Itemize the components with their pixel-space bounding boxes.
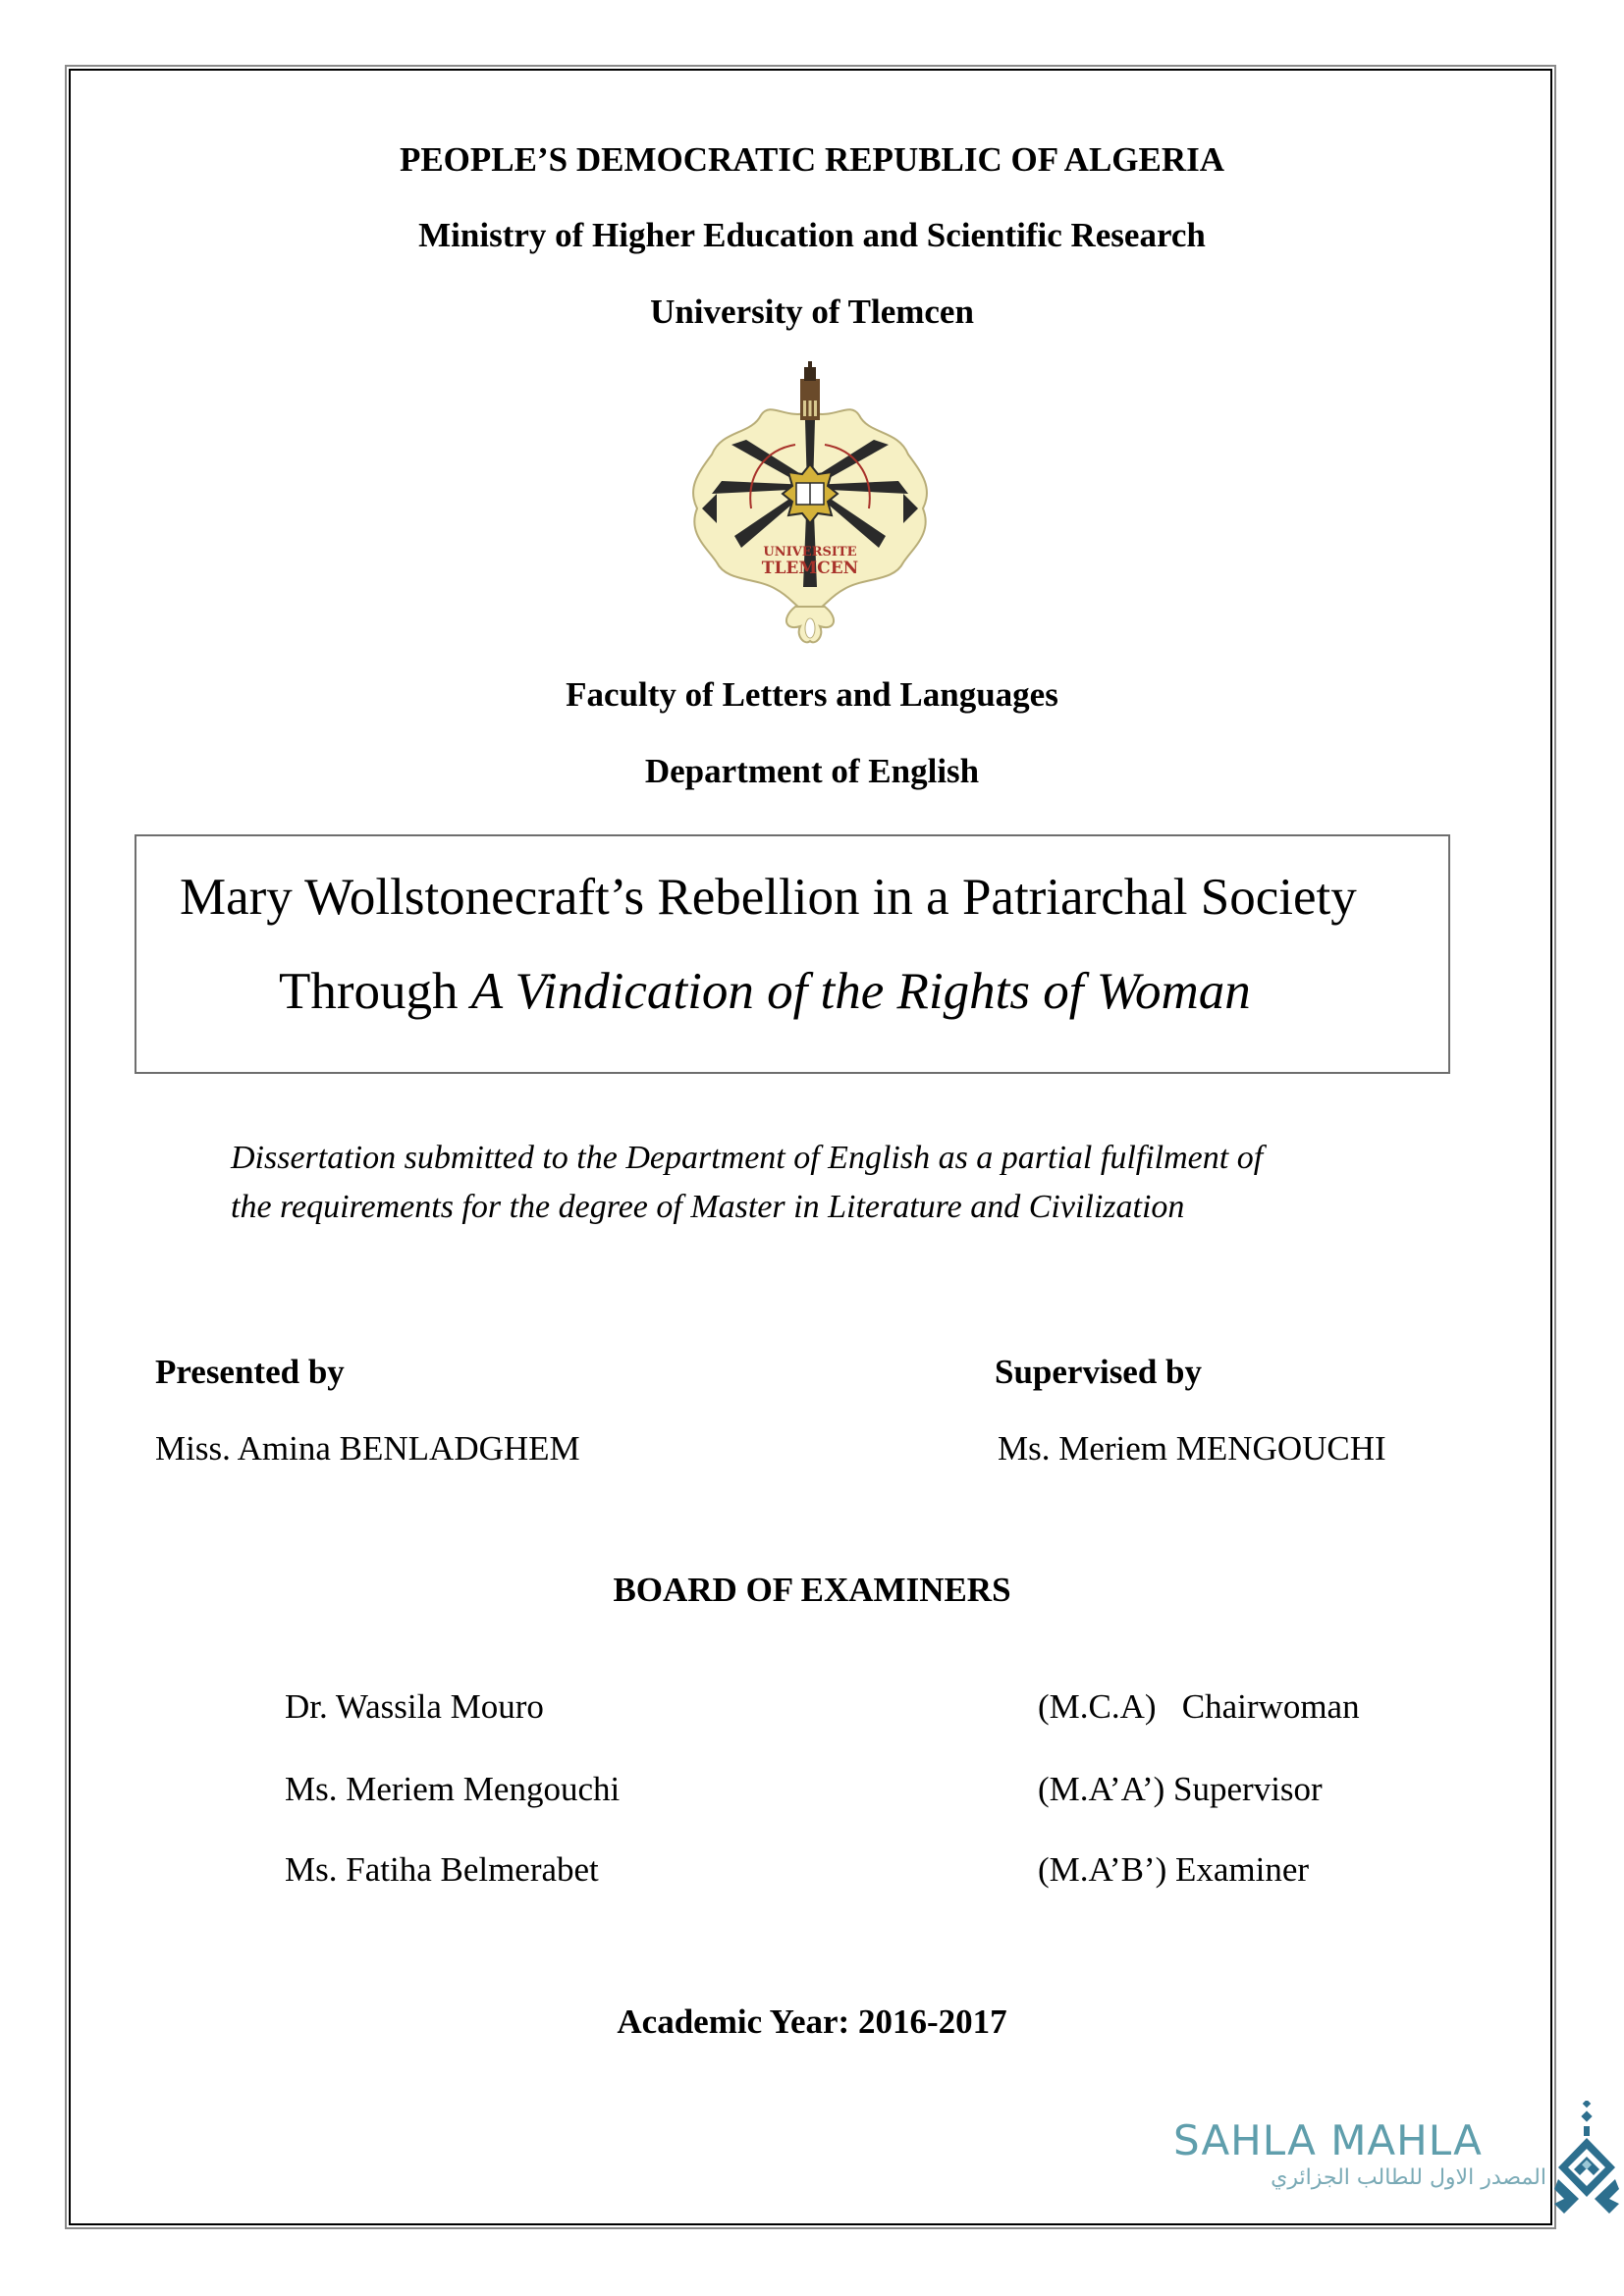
watermark-subtitle: المصدر الاول للطالب الجزائري xyxy=(1271,2165,1546,2190)
examiner-role-2: (M.A’A’) Supervisor xyxy=(1038,1770,1323,1808)
academic-year: Academic Year: 2016-2017 xyxy=(617,2002,1007,2041)
examiner-name-2: Ms. Meriem Mengouchi xyxy=(285,1770,621,1808)
examiner-name-3: Ms. Fatiha Belmerabet xyxy=(285,1850,599,1889)
title-line-2-italic: A Vindication of the Rights of Woman xyxy=(470,963,1251,1020)
supervised-by-label: Supervised by xyxy=(995,1353,1203,1391)
dissertation-line-1: Dissertation submitted to the Department of English as a partial fulfilment of xyxy=(231,1140,1264,1176)
examiner-role-1: (M.C.A) Chairwoman xyxy=(1038,1687,1360,1726)
university-crest-icon xyxy=(687,361,933,646)
examiner-role-3: (M.A’B’) Examiner xyxy=(1038,1850,1310,1889)
supervisor-name: Ms. Meriem MENGOUCHI xyxy=(998,1429,1386,1468)
title-line-2 xyxy=(279,963,1251,1020)
watermark-title: SAHLA MAHLA xyxy=(1173,2116,1483,2164)
faculty-heading: Faculty of Letters and Languages xyxy=(566,675,1058,714)
country-heading: PEOPLE’S DEMOCRATIC REPUBLIC OF ALGERIA xyxy=(399,140,1225,179)
university-heading: University of Tlemcen xyxy=(650,293,974,331)
board-heading: BOARD OF EXAMINERS xyxy=(613,1571,1011,1609)
presented-by-label: Presented by xyxy=(155,1353,345,1391)
svg-text:UNIVERSITE: UNIVERSITE xyxy=(763,545,857,560)
department-heading: Department of English xyxy=(644,752,980,790)
presenter-name: Miss. Amina BENLADGHEM xyxy=(155,1429,580,1468)
sahla-mahla-logo-icon xyxy=(1554,2101,1623,2228)
title-line-1: Mary Wollstonecraft’s Rebellion in a Patriarchal Society xyxy=(180,869,1357,926)
svg-text:TLEMCEN: TLEMCEN xyxy=(761,559,859,578)
ministry-heading: Ministry of Higher Education and Scientific Research xyxy=(418,216,1206,254)
examiner-name-1: Dr. Wassila Mouro xyxy=(285,1687,544,1726)
title-line-2-prefix: Through xyxy=(279,963,471,1020)
watermark xyxy=(1173,2116,1546,2190)
dissertation-line-2: the requirements for the degree of Master in Literature and Civilization xyxy=(231,1189,1185,1225)
